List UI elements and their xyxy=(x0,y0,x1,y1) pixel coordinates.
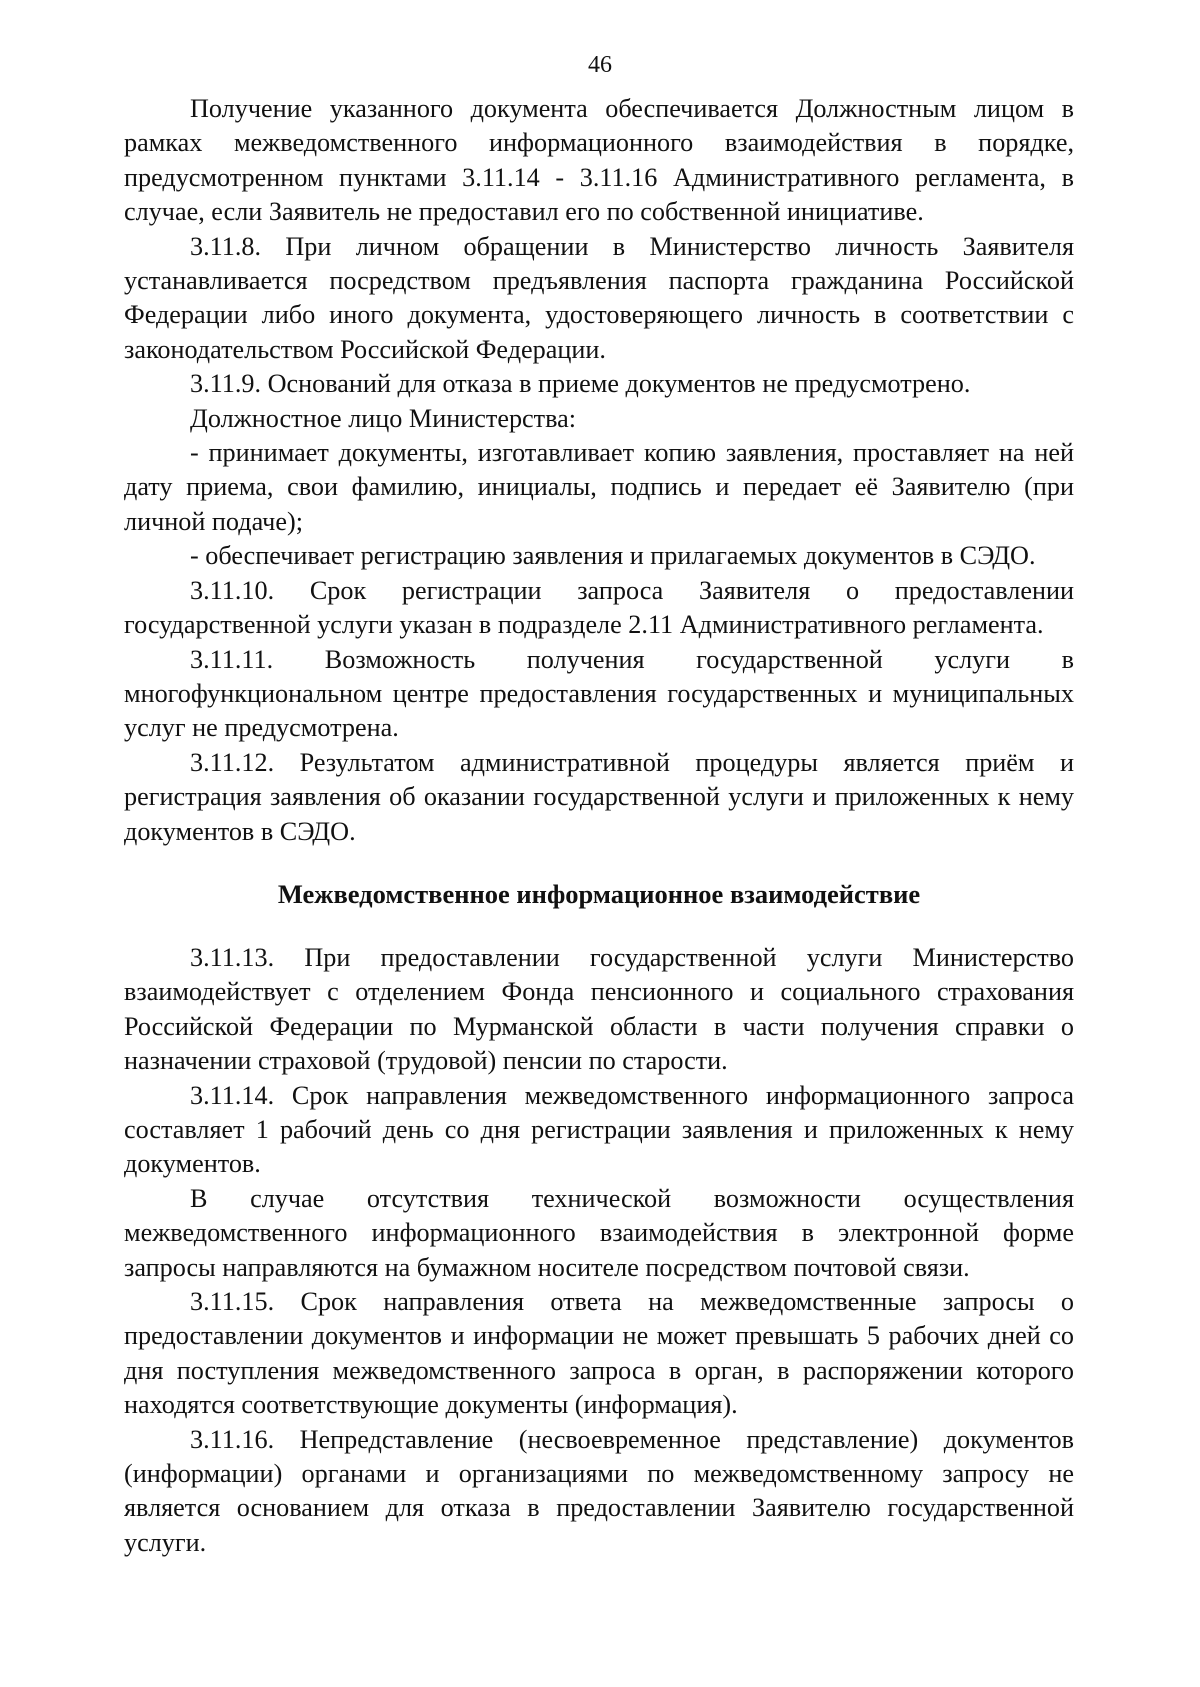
section-heading: Межведомственное информационное взаимодействие xyxy=(277,878,921,909)
paragraph-official-duty-registers: - обеспечивает регистрацию заявления и прилагаемых документов в СЭДО. xyxy=(190,541,1036,571)
paragraph-received-document: Получение указанного документа обеспечивается Должностным лицом в рамках межведомственного информационного взаимодействия в порядке, предусмотренном пунктами 3.11.14 - 3.11.16 Административного регламента, в случае, если Заявитель не предоставил его по собственной инициативе. xyxy=(124,94,1074,227)
paragraph-3-11-13: 3.11.13. При предоставлении государственной услуги Министерство взаимодействует с отделением Фонда пенсионного и социального страхования Российской Федерации по Мурманской области в части получения справки о назначении страховой (трудовой) пенсии по старости. xyxy=(124,942,1074,1076)
paragraph-3-11-15: 3.11.15. Срок направления ответа на межведомственные запросы о предоставлении документов и информации не может превышать 5 рабочих дней со дня поступления межведомственного запроса в орган, в распоряжении которого находятся соответствующие документы (информация). xyxy=(124,1287,1074,1420)
paragraph-3-11-11: 3.11.11. Возможность получения государственной услуги в многофункциональном центре предоставления государственных и муниципальных услуг не предусмотрена. xyxy=(124,644,1074,743)
paragraph-3-11-10: 3.11.10. Срок регистрации запроса Заявителя о предоставлении государственной услуги указан в подразделе 2.11 Административного регламента. xyxy=(124,575,1074,640)
paragraph-3-11-16: 3.11.16. Непредставление (несвоевременное представление) документов (информации) органами и организациями по межведомственному запросу не является основанием для отказа в предоставлении Заявителю государственной услуги. xyxy=(124,1424,1074,1557)
paragraph-official-intro: Должностное лицо Министерства: xyxy=(190,403,577,433)
paragraph-3-11-8: 3.11.8. При личном обращении в Министерство личность Заявителя устанавливается посредством предъявления паспорта гражданина Российской Федерации либо иного документа, удостоверяющего личность в соответствии с законодательством Российской Федерации. xyxy=(124,231,1074,364)
document-body xyxy=(124,92,1074,1560)
paragraph-3-11-14: 3.11.14. Срок направления межведомственного информационного запроса составляет 1 рабочий день со дня регистрации заявления и приложенных к нему документов. xyxy=(124,1080,1074,1179)
page-number: 46 xyxy=(588,52,612,78)
paragraph-3-11-9: 3.11.9. Оснований для отказа в приеме документов не предусмотрено. xyxy=(190,369,971,399)
paragraph-3-11-12: 3.11.12. Результатом административной процедуры является приём и регистрация заявления об оказании государственной услуги и приложенных к нему документов в СЭДО. xyxy=(124,747,1074,846)
paragraph-official-duty-accepts: - принимает документы, изготавливает копию заявления, проставляет на ней дату приема, свои фамилию, инициалы, подпись и передает её Заявителю (при личной подаче); xyxy=(124,438,1074,536)
paragraph-no-technical-possibility: В случае отсутствия технической возможности осуществления межведомственного информационного взаимодействия в электронной форме запросы направляются на бумажном носителе посредством почтовой связи. xyxy=(124,1183,1074,1282)
